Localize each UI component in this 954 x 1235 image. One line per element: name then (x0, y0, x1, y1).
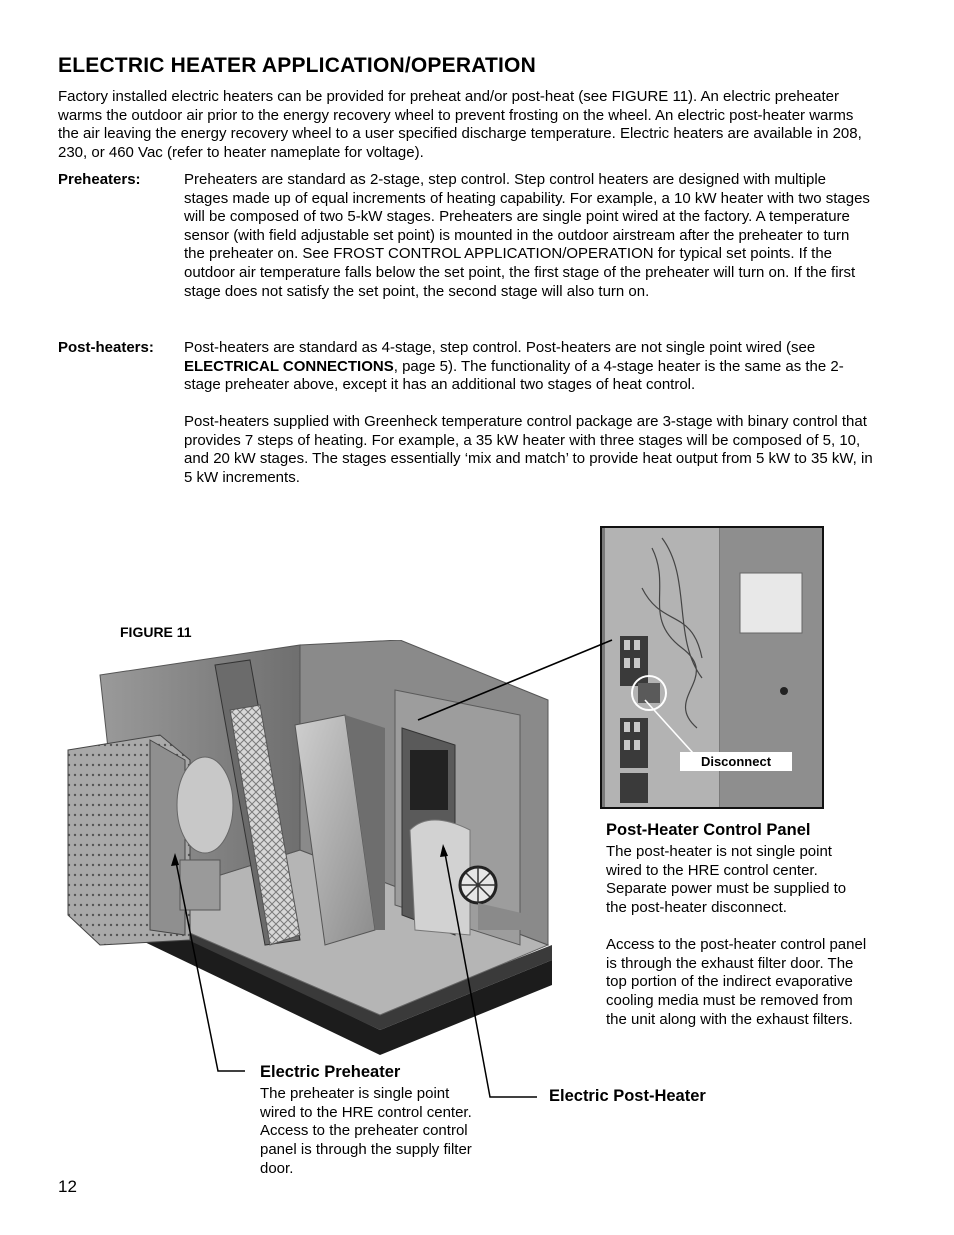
preheaters-term: Preheaters: (58, 171, 141, 188)
postheaters-term: Post-heaters: (58, 339, 154, 356)
preheaters-description: Preheaters are standard as 2-stage, step control. Step control heaters are designed with multiple stages made up of equal increments of heating capability. For example, a 10 kW heater with two stages will be composed of two 5-kW stages. Preheaters are single point wired at the factory. A temperature sensor (with field adjustable set point) is mounted in the outdoor airstream after the preheater to turn the preheater on. See FROST CONTROL APPLICATION/OPERATION for typical set points. If the outdoor air temperature falls below the set point, the first stage of the preheater will turn on. If the first stage does not satisfy the set point, the second stage will also turn on. (184, 171, 870, 300)
postheaters-text-b: , page 5). The functionality of a 4-stage heater is the same as the 2-stage preheater above, except it has an additional two stages of heat control. (184, 357, 844, 394)
preheater-caption-title: Electric Preheater (260, 1063, 401, 1081)
control-panel-caption-body-2: Access to the post-heater control panel is through the exhaust filter door. The top portion of the indirect evaporative cooling media must be removed from the unit along with the exhaust filters. (606, 936, 867, 1028)
intro-paragraph: Factory installed electric heaters can be provided for preheat and/or post-heat (see FIGURE 11). An electric preheater warms the outdoor air prior to the energy recovery wheel to prevent frosting on the wheel. An electric post-heater warms the air leaving the energy recovery wheel to a user specified discharge temperature. Electric heaters are available in 208, 230, or 460 Vac (refer to heater nameplate for voltage). (58, 88, 862, 161)
page-number: 12 (58, 1177, 77, 1196)
disconnect-label: Disconnect (680, 752, 792, 771)
postheater-caption-title: Electric Post-Heater (549, 1087, 706, 1105)
postheaters-description-2: Post-heaters supplied with Greenheck temperature control package are 3-stage with binary control that provides 7 steps of heating. For example, a 35 kW heater with three stages will be composed of 5, 10, and 20 kW stages. The stages essentially ‘mix and match’ to provide heat output from 5 kW to 35 kW, in 5 kW increments. (184, 413, 873, 486)
page-title: ELECTRIC HEATER APPLICATION/OPERATION (58, 54, 536, 77)
figure-label: FIGURE 11 (120, 624, 192, 640)
electrical-connections-ref: ELECTRICAL CONNECTIONS (184, 357, 394, 375)
control-panel-caption-title: Post-Heater Control Panel (606, 821, 811, 839)
preheater-caption-body: The preheater is single point wired to the HRE control center. Access to the preheater control panel is through the supply filter door. (260, 1085, 472, 1177)
control-panel-caption-body-1: The post-heater is not single point wired to the HRE control center. Separate power must be supplied to the post-heater disconnect. (606, 843, 847, 917)
postheaters-text-a: Post-heaters are standard as 4-stage, step control. Post-heaters are not single point wired (see (184, 339, 816, 356)
